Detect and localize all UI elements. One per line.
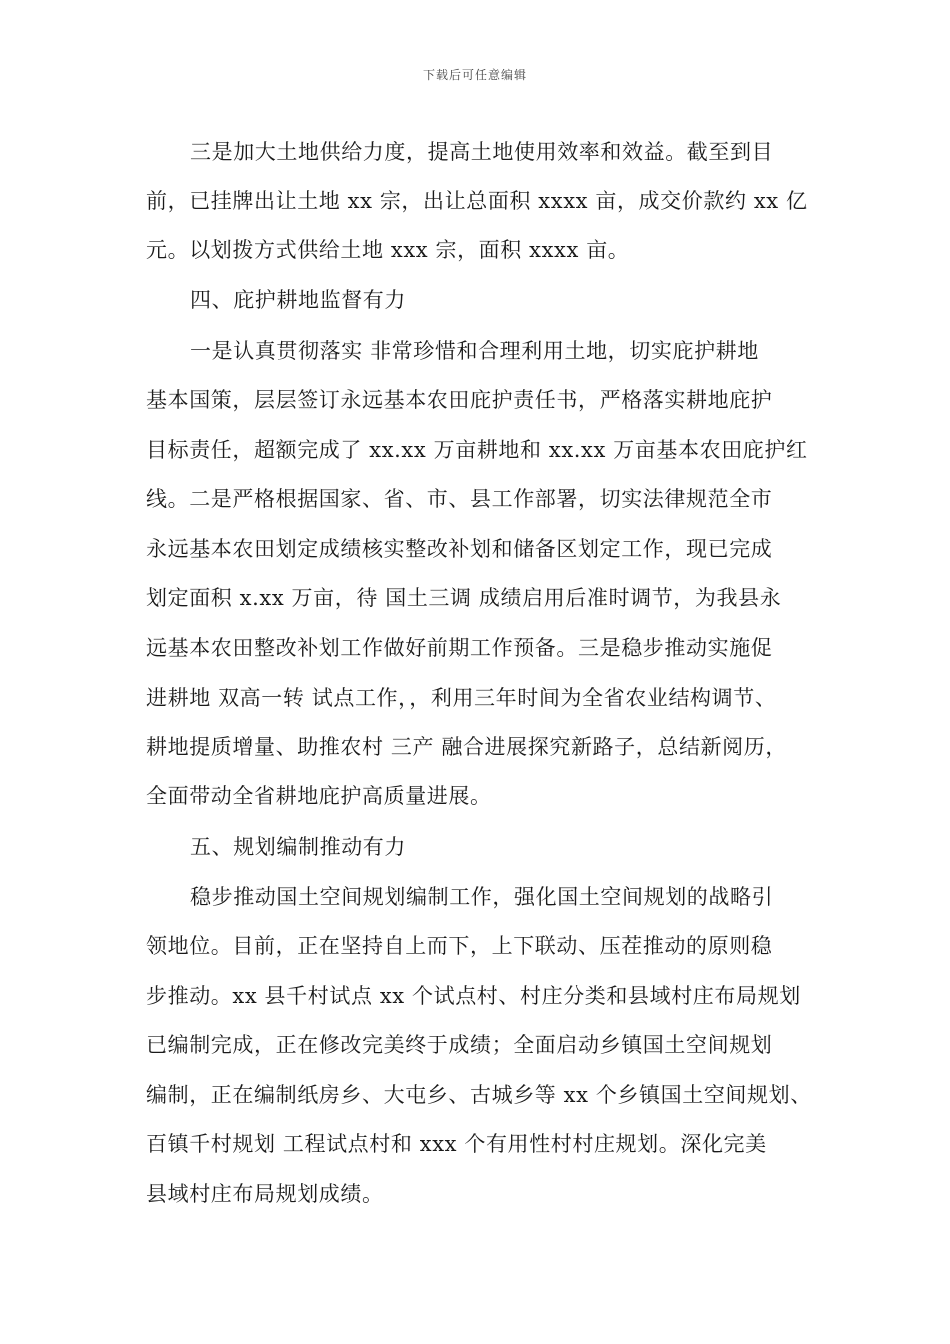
text-line: 编制，正在编制纸房乡、大屯乡、古城乡等 xx 个乡镇国土空间规划、 [146,1083,812,1107]
text-line: 基本国策，层层签订永远基本农田庇护责任书，严格落实耕地庇护 [146,388,773,412]
page-header: 下载后可任意编辑 [422,68,527,82]
text-line: 耕地提质增量、助推农村 三产 融合进展探究新路子，总结新阅历， [146,735,787,759]
text-line: 稳步推动国土空间规划编制工作，强化国土空间规划的战略引 [190,885,774,909]
text-line: 永远基本农田划定成绩核实整改补划和储备区划定工作，现已完成 [146,537,773,561]
text-line: 线。二是严格根据国家、省、市、县工作部署，切实法律规范全市 [146,487,773,511]
text-line: 领地位。目前，正在坚持自上而下，上下联动、压茬推动的原则稳 [146,934,773,958]
text-line: 百镇千村规划 工程试点村和 xxx 个有用性村村庄规划。深化完美 [146,1132,767,1156]
text-line: 进耕地 双高一转 试点工作，，利用三年时间为全省农业结构调节、 [146,686,777,710]
text-line: 目标责任，超额完成了 xx.xx 万亩耕地和 xx.xx 万亩基本农田庇护红 [146,438,808,462]
section-heading: 四、庇护耕地监督有力 [190,288,406,312]
text-line: 前，已挂牌出让土地 xx 宗，出让总面积 xxxx 亩，成交价款约 xx 亿 [146,189,808,213]
text-line: 划定面积 x.xx 万亩，待 国土三调 成绩启用后准时调节，为我县永 [146,586,782,610]
text-line: 全面带动全省耕地庇护高质量进展。 [146,784,492,808]
text-line: 远基本农田整改补划工作做好前期工作预备。三是稳步推动实施促 [146,636,773,660]
section-heading: 五、规划编制推动有力 [190,835,406,859]
text-line: 三是加大土地供给力度，提高土地使用效率和效益。截至到目 [190,140,774,164]
text-line: 一是认真贯彻落实 非常珍惜和合理利用土地，切实庇护耕地 [190,339,759,363]
text-line: 县域村庄布局规划成绩。 [146,1182,384,1206]
text-line: 元。以划拨方式供给土地 xxx 宗，面积 xxxx 亩。 [146,238,630,262]
text-line: 已编制完成，正在修改完美终于成绩；全面启动乡镇国土空间规划 [146,1033,773,1057]
text-line: 步推动。xx 县千村试点 xx 个试点村、村庄分类和县域村庄布局规划 [146,984,801,1008]
